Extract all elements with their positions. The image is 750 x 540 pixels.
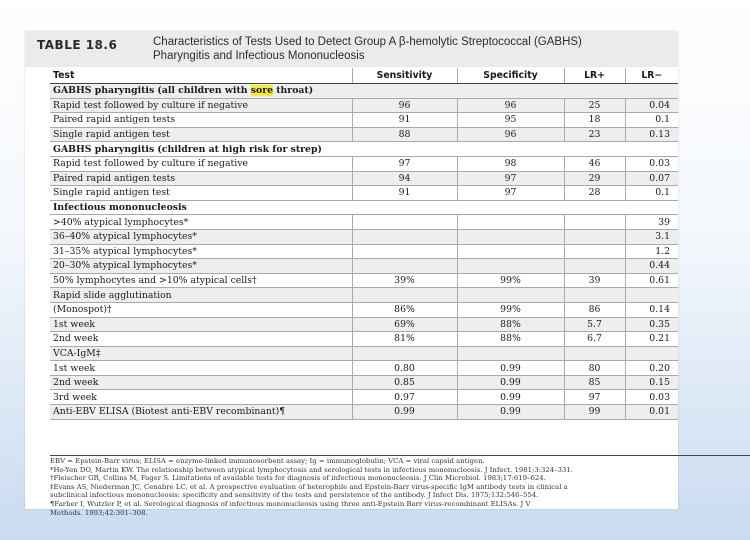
cell-lr-negative: 0.21	[625, 332, 678, 347]
cell-test: >40% atypical lymphocytes*	[50, 215, 352, 230]
cell-sensitivity: 0.99	[352, 405, 457, 420]
table-row	[50, 127, 678, 142]
cell-lr-negative: 0.03	[625, 156, 678, 171]
cell-lr-positive: 86	[564, 302, 625, 317]
cell-sensitivity	[352, 229, 457, 244]
cell-sensitivity	[352, 244, 457, 259]
table-row	[50, 113, 678, 128]
cell-sensitivity	[352, 288, 457, 303]
table-row	[50, 98, 678, 113]
cell-lr-negative: 0.44	[625, 259, 678, 274]
table-row	[50, 273, 678, 288]
table-row	[50, 361, 678, 376]
footnote: *Ho-Yen DO, Martin KW. The relationship between atypical lymphocytosis and serological tests in infectious mononucleosis. J Infect. 1981;3:324–331.	[50, 465, 573, 474]
table-title-line-2: Pharyngitis and Infectious Mononucleosis	[153, 49, 365, 62]
table-row	[50, 317, 678, 332]
footnote: Methods. 1993;42:301–308.	[50, 508, 148, 517]
cell-lr-positive: 85	[564, 375, 625, 390]
table-row	[50, 346, 678, 361]
cell-lr-positive: 39	[564, 273, 625, 288]
table-row	[50, 390, 678, 405]
cell-sensitivity: 91	[352, 113, 457, 128]
section-row-gabhs-high-risk	[50, 142, 678, 157]
header-sensitivity: Sensitivity	[352, 68, 457, 84]
cell-specificity	[457, 215, 564, 230]
cell-lr-positive: 5.7	[564, 317, 625, 332]
header-test: Test	[50, 68, 352, 84]
cell-test: Paired rapid antigen tests	[50, 113, 352, 128]
table-row	[50, 171, 678, 186]
cell-test: Single rapid antigen test	[50, 127, 352, 142]
highlighted-word: sore	[250, 85, 274, 97]
cell-specificity: 99%	[457, 302, 564, 317]
cell-lr-positive: 29	[564, 171, 625, 186]
cell-test: (Monospot)†	[50, 302, 352, 317]
cell-specificity: 98	[457, 156, 564, 171]
header-lr-negative: LR−	[625, 68, 678, 84]
cell-lr-negative: 0.35	[625, 317, 678, 332]
cell-lr-positive	[564, 288, 625, 303]
cell-sensitivity: 69%	[352, 317, 457, 332]
table-row	[50, 405, 678, 420]
cell-lr-positive: 28	[564, 186, 625, 201]
table-header-row	[50, 68, 678, 84]
cell-sensitivity: 88	[352, 127, 457, 142]
header-specificity: Specificity	[457, 68, 564, 84]
cell-lr-positive: 25	[564, 98, 625, 113]
cell-specificity	[457, 259, 564, 274]
table-title	[153, 36, 673, 63]
cell-sensitivity: 0.85	[352, 375, 457, 390]
cell-lr-positive: 46	[564, 156, 625, 171]
cell-specificity	[457, 288, 564, 303]
cell-lr-negative: 0.15	[625, 375, 678, 390]
cell-specificity	[457, 244, 564, 259]
cell-lr-positive: 23	[564, 127, 625, 142]
cell-test: 20–30% atypical lymphocytes*	[50, 259, 352, 274]
cell-sensitivity: 39%	[352, 273, 457, 288]
table-title-line-1: Characteristics of Tests Used to Detect Group A β-hemolytic Streptococcal (GABHS)	[153, 36, 582, 48]
footnote: ‡Evans AS, Niederman JC, Cenabre LC, et al. A prospective evaluation of heterophile and Epstein-Barr virus-specific IgM antibody tests in clinical a	[50, 482, 568, 491]
cell-specificity: 0.99	[457, 375, 564, 390]
cell-sensitivity	[352, 215, 457, 230]
table-row	[50, 215, 678, 230]
section-title-gabhs-all	[50, 84, 678, 99]
section-title-mononucleosis: Infectious mononucleosis	[50, 200, 678, 215]
cell-lr-positive: 97	[564, 390, 625, 405]
cell-lr-negative: 0.1	[625, 186, 678, 201]
footnote: ¶Farber I, Wutzler P, et al. Serological diagnosis of infectious mononucleosis using three anti-Epstein Barr virus-recombinant ELISAs. J V	[50, 499, 531, 508]
cell-specificity: 0.99	[457, 361, 564, 376]
cell-sensitivity: 81%	[352, 332, 457, 347]
cell-sensitivity	[352, 259, 457, 274]
table-row	[50, 244, 678, 259]
cell-lr-positive: 99	[564, 405, 625, 420]
table-caption	[25, 31, 678, 67]
cell-specificity	[457, 229, 564, 244]
cell-specificity: 96	[457, 98, 564, 113]
cell-test: Rapid test followed by culture if negative	[50, 156, 352, 171]
cell-sensitivity: 96	[352, 98, 457, 113]
footnote: subclinical infectious mononucleosis: specificity and sensitivity of the tests and persistence of the antibody. J Infect Dis. 1975;132:546–554.	[50, 491, 539, 500]
cell-lr-positive	[564, 244, 625, 259]
cell-lr-positive	[564, 259, 625, 274]
cell-test: VCA-IgM‡	[50, 346, 352, 361]
cell-test: Anti-EBV ELISA (Biotest anti-EBV recombinant)¶	[50, 405, 352, 420]
cell-lr-negative: 0.13	[625, 127, 678, 142]
section-title-part: throat)	[273, 85, 314, 97]
cell-lr-negative: 0.20	[625, 361, 678, 376]
table-number: TABLE 18.6	[37, 38, 118, 52]
document-page	[25, 31, 678, 517]
table-row	[50, 156, 678, 171]
section-title-gabhs-high-risk: GABHS pharyngitis (children at high risk for strep)	[50, 142, 678, 157]
cell-specificity: 97	[457, 171, 564, 186]
cell-specificity: 0.99	[457, 405, 564, 420]
cell-lr-negative: 0.14	[625, 302, 678, 317]
cell-sensitivity: 94	[352, 171, 457, 186]
footnote: †Fleischer GR, Collins M, Fager S. Limitations of available tests for diagnosis of infectious mononucleosis. J Clin Microbiol. 1983;17:619–624.	[50, 474, 546, 483]
footnote: EBV = Epstein-Barr virus; ELISA = enzyme-linked immunosorbent assay; Ig = immunoglobulin; VCA = viral capsid antigen.	[50, 457, 485, 465]
cell-test: 1st week	[50, 317, 352, 332]
cell-sensitivity: 91	[352, 186, 457, 201]
cell-sensitivity	[352, 346, 457, 361]
section-row-gabhs-all	[50, 84, 678, 99]
cell-sensitivity: 0.97	[352, 390, 457, 405]
cell-lr-negative: 1.2	[625, 244, 678, 259]
section-title-part: GABHS pharyngitis (all children with	[53, 85, 251, 97]
cell-sensitivity: 86%	[352, 302, 457, 317]
cell-test: 50% lymphocytes and >10% atypical cells†	[50, 273, 352, 288]
cell-specificity: 96	[457, 127, 564, 142]
table-row	[50, 288, 678, 303]
table-row	[50, 332, 678, 347]
cell-lr-negative: 39	[625, 215, 678, 230]
cell-sensitivity: 0.80	[352, 361, 457, 376]
cell-specificity: 95	[457, 113, 564, 128]
cell-test: 36–40% atypical lymphocytes*	[50, 229, 352, 244]
cell-lr-positive: 18	[564, 113, 625, 128]
cell-lr-positive: 80	[564, 361, 625, 376]
cell-lr-positive	[564, 215, 625, 230]
cell-lr-positive	[564, 229, 625, 244]
table-row	[50, 375, 678, 390]
cell-lr-negative: 0.61	[625, 273, 678, 288]
cell-lr-negative: 0.04	[625, 98, 678, 113]
cell-specificity: 88%	[457, 332, 564, 347]
cell-test: 1st week	[50, 361, 352, 376]
cell-lr-negative: 3.1	[625, 229, 678, 244]
cell-test: Rapid test followed by culture if negative	[50, 98, 352, 113]
cell-test: 3rd week	[50, 390, 352, 405]
table-row	[50, 186, 678, 201]
table-row	[50, 259, 678, 274]
cell-lr-positive: 6.7	[564, 332, 625, 347]
cell-lr-negative: 0.07	[625, 171, 678, 186]
section-row-mononucleosis	[50, 200, 678, 215]
cell-specificity	[457, 346, 564, 361]
table-row	[50, 302, 678, 317]
cell-test: 2nd week	[50, 375, 352, 390]
header-lr-positive: LR+	[564, 68, 625, 84]
cell-specificity: 0.99	[457, 390, 564, 405]
cell-lr-negative	[625, 288, 678, 303]
table-footnotes	[50, 455, 750, 517]
cell-specificity: 99%	[457, 273, 564, 288]
cell-lr-negative: 0.1	[625, 113, 678, 128]
cell-test: Single rapid antigen test	[50, 186, 352, 201]
cell-specificity: 97	[457, 186, 564, 201]
cell-sensitivity: 97	[352, 156, 457, 171]
cell-specificity: 88%	[457, 317, 564, 332]
cell-test: Rapid slide agglutination	[50, 288, 352, 303]
cell-lr-positive	[564, 346, 625, 361]
cell-lr-negative	[625, 346, 678, 361]
cell-test: Paired rapid antigen tests	[50, 171, 352, 186]
test-characteristics-table	[50, 68, 678, 420]
table-row	[50, 229, 678, 244]
cell-lr-negative: 0.01	[625, 405, 678, 420]
cell-test: 2nd week	[50, 332, 352, 347]
cell-lr-negative: 0.03	[625, 390, 678, 405]
cell-test: 31–35% atypical lymphocytes*	[50, 244, 352, 259]
